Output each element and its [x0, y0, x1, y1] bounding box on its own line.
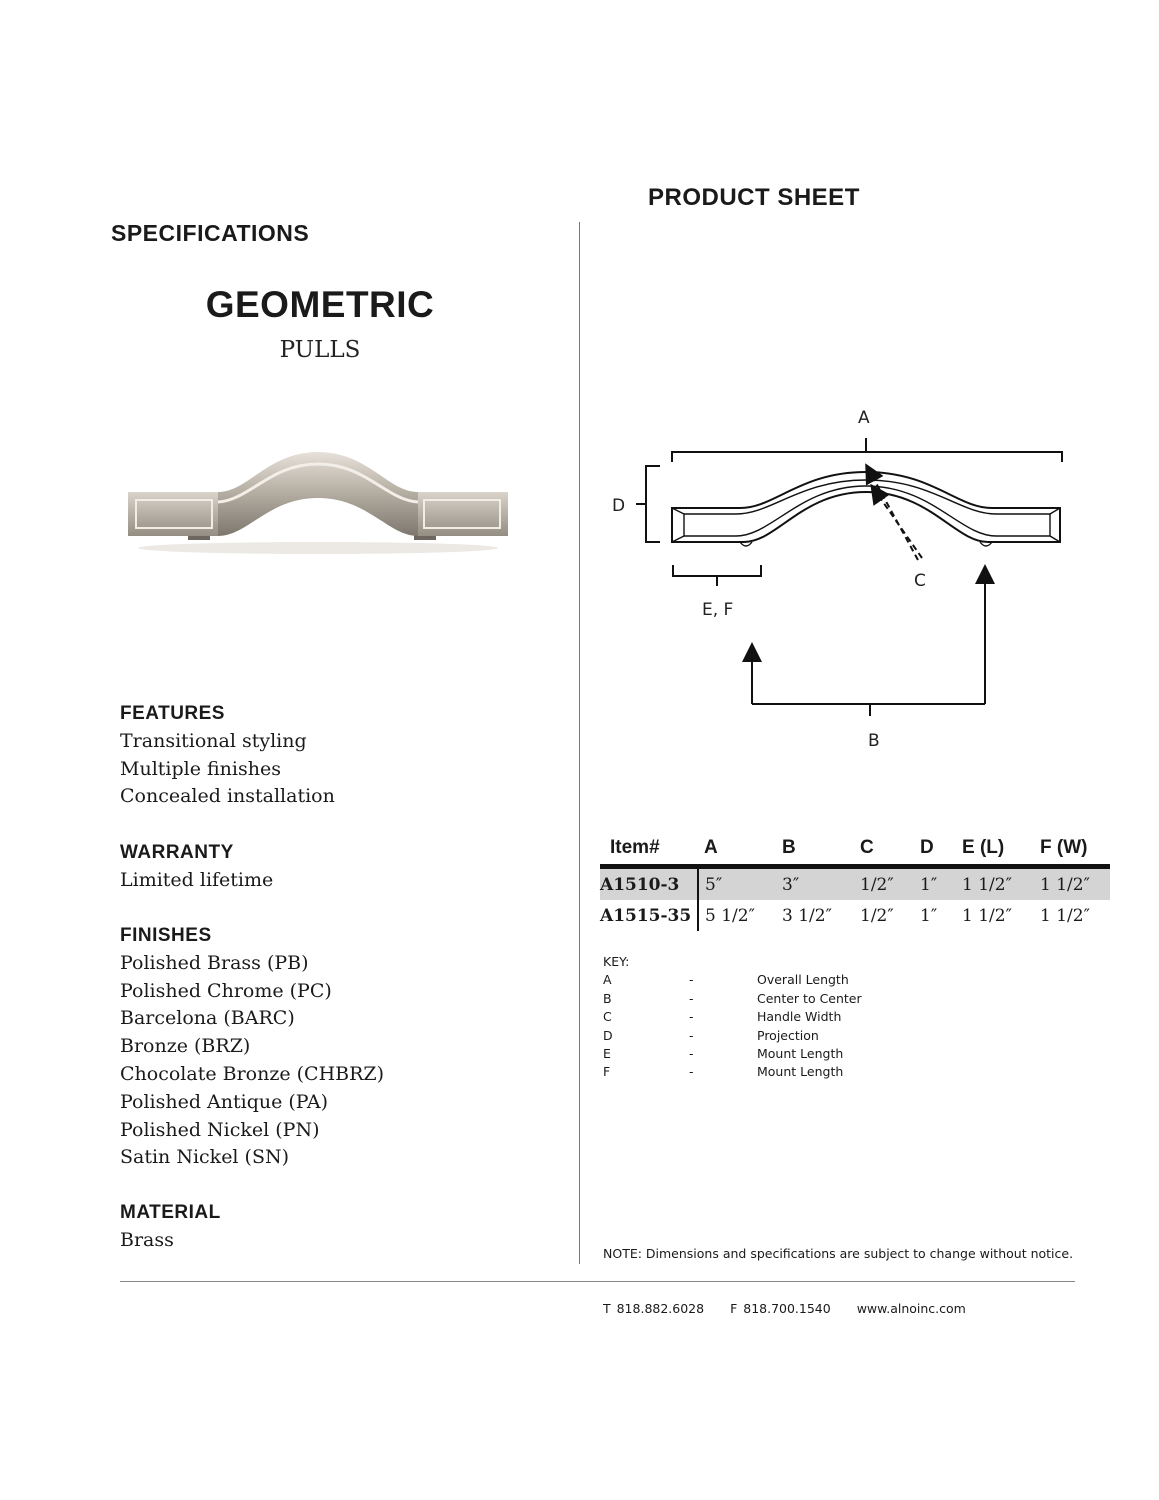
key-letter: A [603, 972, 612, 988]
table-cell: A1515-35 [600, 900, 698, 931]
table-cell: 1/2″ [854, 867, 914, 901]
feature-item: Multiple finishes [120, 757, 281, 780]
dimension-diagram [600, 400, 1100, 760]
col-header: E (L) [956, 834, 1034, 867]
dimension-key [603, 953, 903, 1082]
table-cell: 1 1/2″ [1040, 905, 1090, 926]
feature-item: Transitional styling [120, 729, 307, 752]
table-cell: 3 1/2″ [782, 905, 832, 926]
key-meaning: Overall Length [757, 972, 849, 988]
finish-item: Chocolate Bronze (CHBRZ) [120, 1062, 385, 1085]
specifications-heading: SPECIFICATIONS [111, 220, 310, 246]
key-row [603, 1008, 903, 1026]
table-cell: 1 1/2″ [1034, 867, 1110, 901]
label-a: A [858, 408, 870, 428]
key-row [603, 1045, 903, 1063]
key-separator: - [689, 1045, 694, 1061]
key-separator: - [689, 1027, 694, 1043]
col-header: D [914, 834, 956, 867]
finishes-title: FINISHES [120, 925, 212, 946]
key-row [603, 971, 903, 989]
product-sheet-heading: PRODUCT SHEET [648, 184, 860, 211]
phone-number: T 818.882.6028 [603, 1301, 705, 1316]
key-row [603, 990, 903, 1008]
disclaimer-note: NOTE: Dimensions and specifications are subject to change without notice. [603, 1246, 1074, 1261]
key-letter: D [603, 1027, 613, 1043]
label-ef: E, F [702, 600, 734, 620]
key-meaning: Center to Center [757, 990, 862, 1006]
table-cell: A1510-3 [600, 867, 698, 901]
product-photo [118, 440, 518, 560]
col-header: C [854, 834, 914, 867]
product-subtitle: PULLS [279, 337, 361, 363]
key-row [603, 1027, 903, 1045]
feature-item: Concealed installation [120, 785, 335, 808]
key-separator: - [689, 990, 694, 1006]
website-link[interactable]: www.alnoinc.com [856, 1301, 966, 1316]
table-cell: 1 1/2″ [956, 867, 1034, 901]
finish-item: Polished Antique (PA) [120, 1090, 328, 1113]
key-title: KEY: [603, 954, 630, 969]
column-divider [579, 222, 580, 1264]
table-cell: 1/2″ [860, 905, 894, 926]
material-title: MATERIAL [120, 1202, 221, 1223]
finish-item: Barcelona (BARC) [120, 1007, 295, 1030]
finish-item: Polished Brass (PB) [120, 951, 309, 974]
label-b: B [868, 731, 880, 751]
key-row [603, 1063, 903, 1081]
finishes-section [120, 922, 560, 1172]
key-separator: - [689, 972, 694, 988]
spec-table [600, 834, 1110, 931]
col-header: F (W) [1034, 834, 1110, 867]
fax-number: F 818.700.1540 [730, 1301, 831, 1316]
key-separator: - [689, 1009, 694, 1025]
footer-contact [603, 1301, 986, 1316]
features-section [120, 700, 560, 811]
finish-item: Satin Nickel (SN) [120, 1146, 290, 1169]
table-cell: 1″ [920, 905, 938, 926]
product-title: GEOMETRIC [205, 284, 435, 325]
finish-item: Polished Nickel (PN) [120, 1118, 320, 1141]
table-cell: 5 1/2″ [705, 905, 755, 926]
key-meaning: Handle Width [757, 1009, 842, 1025]
table-cell: 1″ [914, 867, 956, 901]
table-cell: 5″ [698, 867, 776, 901]
table-row [600, 900, 1110, 931]
key-letter: B [603, 990, 612, 1006]
warranty-title: WARRANTY [120, 842, 234, 863]
warranty-item: Limited lifetime [120, 868, 274, 891]
material-section [120, 1199, 560, 1255]
finish-item: Polished Chrome (PC) [120, 979, 332, 1002]
key-letter: E [603, 1045, 611, 1061]
col-header: A [698, 834, 776, 867]
label-c: C [914, 571, 926, 591]
key-meaning: Projection [757, 1027, 819, 1043]
table-cell: 3″ [776, 867, 854, 901]
col-header: Item# [600, 834, 698, 867]
key-separator: - [689, 1064, 694, 1080]
footer-rule [120, 1281, 1075, 1282]
table-header-row [600, 834, 1110, 867]
table-cell: 1 1/2″ [962, 905, 1012, 926]
table-row [600, 867, 1110, 901]
finish-item: Bronze (BRZ) [120, 1035, 251, 1058]
warranty-section [120, 839, 560, 895]
label-d: D [612, 496, 626, 516]
key-letter: F [603, 1064, 611, 1080]
key-meaning: Mount Length [757, 1064, 844, 1080]
col-header: B [776, 834, 854, 867]
key-letter: C [603, 1009, 612, 1025]
key-meaning: Mount Length [757, 1045, 844, 1061]
features-title: FEATURES [120, 703, 225, 724]
material-item: Brass [120, 1228, 174, 1251]
